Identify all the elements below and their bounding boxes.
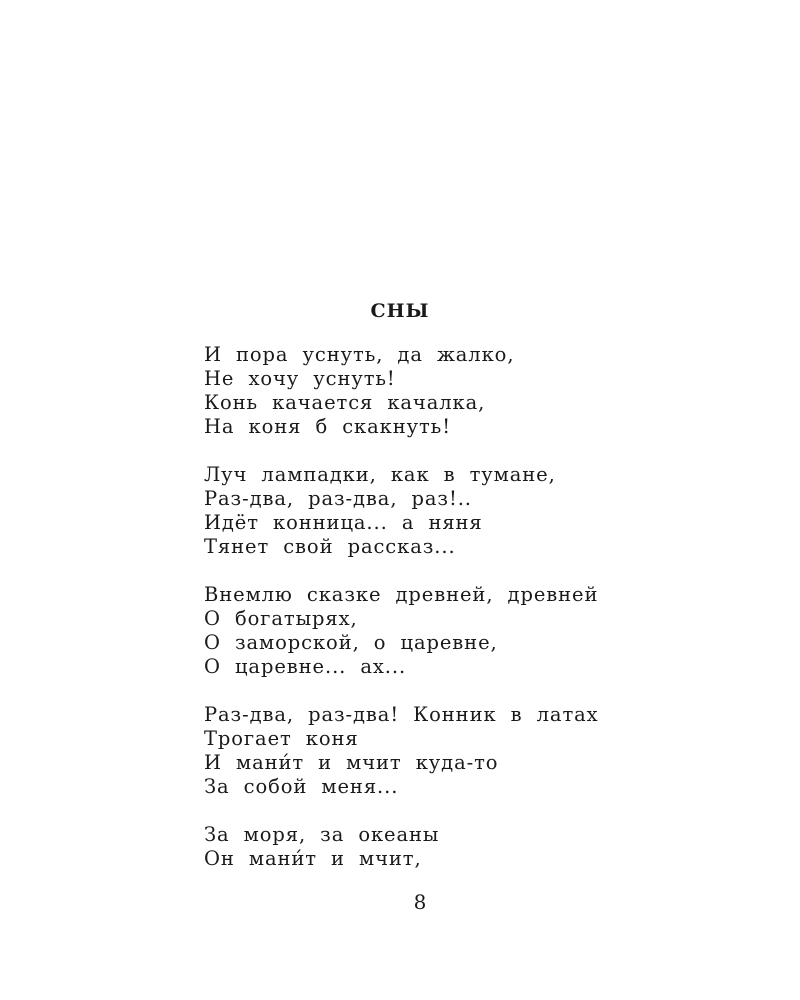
stanza-4 — [204, 703, 764, 799]
poem-line: За моря, за океаны — [204, 823, 440, 846]
poem-line: Луч лампадки, как в тумане, — [204, 463, 556, 486]
poem-line: Он мани́т и мчит, — [204, 847, 422, 870]
poem-line: На коня б скакнуть! — [204, 415, 451, 438]
poem-line: Внемлю сказке древней, древней — [204, 583, 599, 606]
poem-line: Конь качается качалка, — [204, 391, 486, 414]
poem-line: Идёт конница... а няня — [204, 511, 483, 534]
stanza-3 — [204, 583, 764, 679]
poem-title: СНЫ — [370, 300, 430, 322]
poem-line: Раз-два, раз-два, раз!.. — [204, 487, 472, 510]
poem-line: О царевне... ах... — [204, 655, 407, 678]
poem-line: За собой меня... — [204, 775, 399, 798]
poem-line: Тянет свой рассказ... — [204, 535, 456, 558]
poem-line: Раз-два, раз-два! Конник в латах — [204, 703, 599, 726]
poem-body — [204, 343, 764, 895]
poem-line: И пора уснуть, да жалко, — [204, 343, 515, 366]
stanza-1 — [204, 343, 764, 439]
stanza-5 — [204, 823, 764, 871]
stanza-2 — [204, 463, 764, 559]
poem-line: О богатырях, — [204, 607, 358, 630]
poem-line: И мани́т и мчит куда-то — [204, 751, 499, 774]
poem-line: Не хочу уснуть! — [204, 367, 396, 390]
poem-line: Трогает коня — [204, 727, 359, 750]
page-number: 8 — [413, 890, 427, 914]
poem-line: О заморской, о царевне, — [204, 631, 498, 654]
